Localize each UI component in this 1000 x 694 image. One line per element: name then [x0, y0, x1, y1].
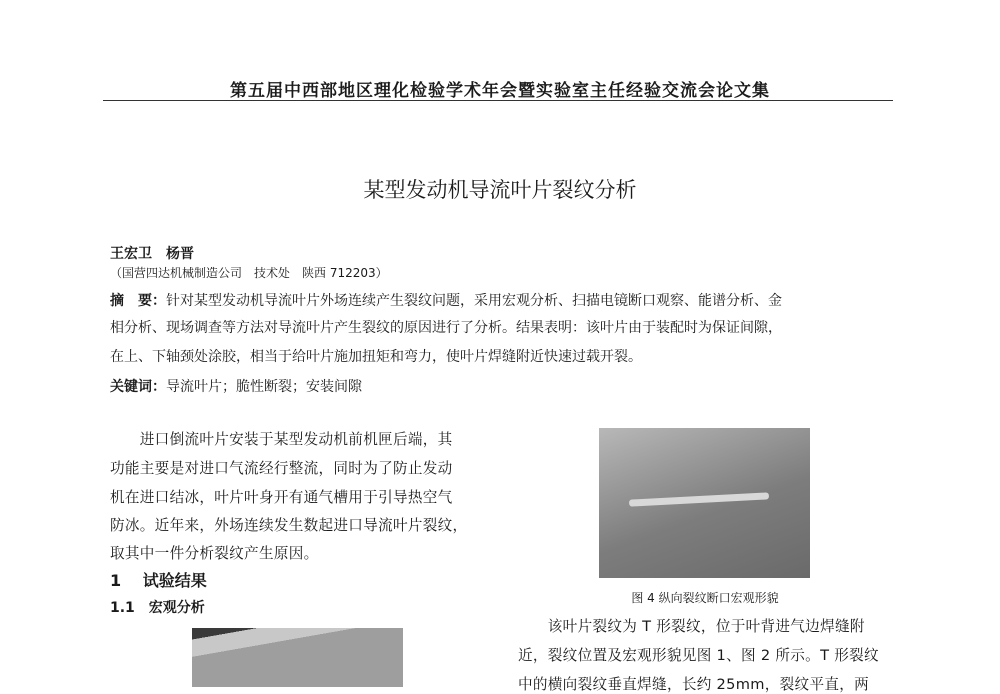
- body-line: 进口倒流叶片安装于某型发动机前机匣后端，其: [110, 431, 453, 448]
- body-line: 防冰。近年来，外场连续发生数起进口导流叶片裂纹，: [110, 517, 468, 534]
- abstract-label: 摘 要：: [110, 293, 166, 309]
- paper-title: 某型发动机导流叶片裂纹分析: [363, 178, 637, 202]
- body-line: 功能主要是对进口气流经行整流，同时为了防止发动: [110, 460, 453, 477]
- authors: 王宏卫 杨晋: [110, 246, 194, 262]
- abstract-line: 相分析、现场调查等方法对导流叶片产生裂纹的原因进行了分析。结果表明：该叶片由于装配时为保证间隙，: [110, 320, 782, 336]
- running-header: 第五届中西部地区理化检验学术年会暨实验室主任经验交流会论文集: [230, 81, 770, 101]
- affiliation: （国营四达机械制造公司 技术处 陕西 712203）: [110, 266, 388, 280]
- figure-1-photo: [192, 628, 403, 687]
- figure-caption: 图 4 纵向裂纹断口宏观形貌: [631, 591, 779, 605]
- section-heading: 1 试验结果: [110, 571, 207, 590]
- body-line: 该叶片裂纹为 T 形裂纹，位于叶背进气边焊缝附: [518, 618, 865, 635]
- keywords-line: [110, 376, 362, 396]
- abstract-line: 在上、下轴颈处涂胶，相当于给叶片施加扭矩和弯力，使叶片焊缝附近快速过载开裂。: [110, 349, 642, 365]
- abstract-line: [110, 290, 782, 310]
- header-rule: [103, 100, 893, 101]
- body-line: 取其中一件分析裂纹产生原因。: [110, 545, 319, 562]
- abstract-text: 针对某型发动机导流叶片外场连续产生裂纹问题，采用宏观分析、扫描电镜断口观察、能谱分析、金: [166, 293, 782, 309]
- subsection-heading: 1.1 宏观分析: [110, 600, 205, 616]
- keywords-label: 关键词：: [110, 379, 166, 395]
- body-line: 近，裂纹位置及宏观形貌见图 1、图 2 所示。T 形裂纹: [518, 647, 879, 664]
- keywords-text: 导流叶片；脆性断裂；安装间隙: [166, 379, 362, 395]
- body-line: 中的横向裂纹垂直焊缝，长约 25mm，裂纹平直，两: [518, 676, 870, 693]
- body-line: 机在进口结冰，叶片叶身开有通气槽用于引导热空气: [110, 489, 453, 506]
- crack-mark: [629, 492, 769, 506]
- figure-4-photo: [599, 428, 810, 578]
